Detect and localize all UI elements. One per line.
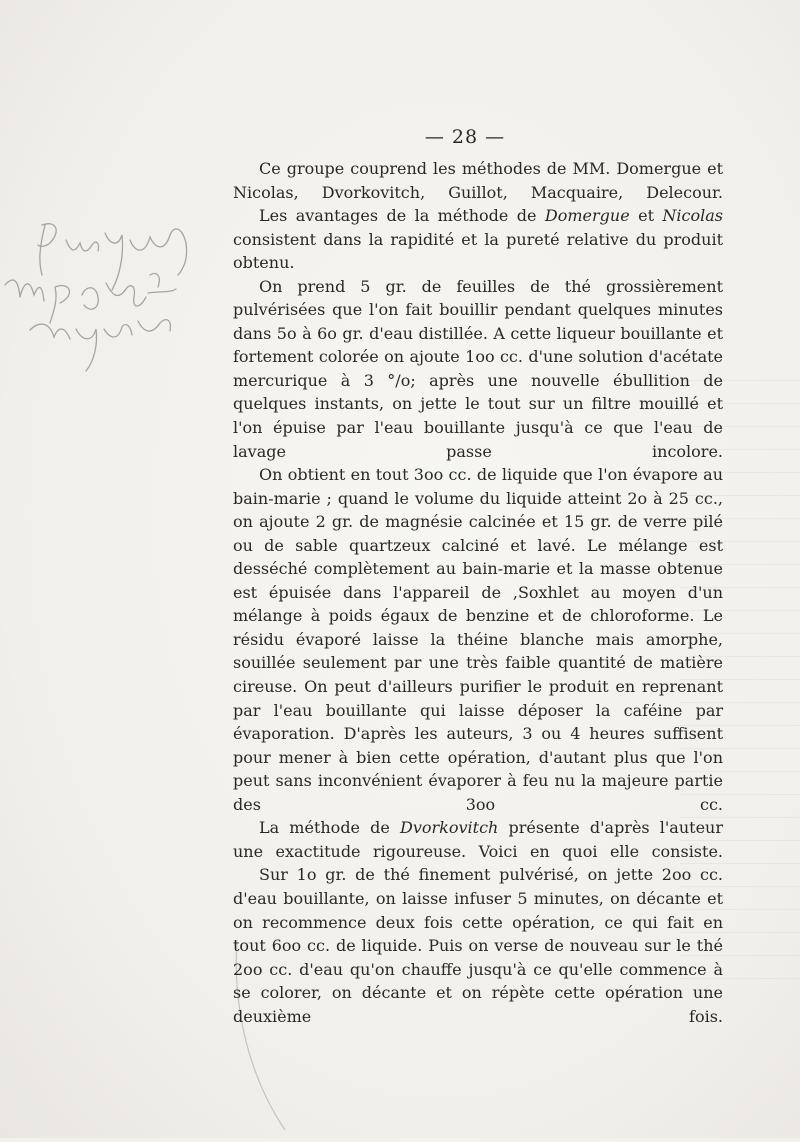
paragraph-6: Sur 1o gr. de thé finement pulvérisé, on jette 2oo cc. d'eau bouillante, on laisse infuser 5 minutes, on décante et on recommence deux fois cette opération, ce qui fait en tout 6oo cc. de liquide. Puis on verse de nouveau sur le thé 2oo cc. d'eau qu'on chauffe jusqu'à ce qu'elle commence à se colorer, on décante et on répète cette opération une deuxième fois. — [233, 865, 723, 1026]
body-text — [233, 157, 723, 1028]
paragraph-2-text-end: consistent dans la rapidité et la pureté relative du produit obtenu. — [233, 229, 723, 273]
paragraph-1: Ce groupe couprend les méthodes de MM. Domergue et Nicolas, Dvorkovitch, Guillot, Macquaire, Delecour. — [233, 159, 723, 202]
paragraph-5-text-end: présente d'après l'auteur une exactitude rigoureuse. Voici en quoi elle consiste. — [233, 818, 723, 861]
author-name-domergue: Domergue — [544, 206, 630, 226]
page-number: — 28 — — [424, 126, 506, 148]
handwritten-pencil-note — [0, 205, 220, 375]
paragraph-5-text-start: La méthode de — [259, 818, 401, 838]
paragraph-2-text-middle: et — [629, 206, 663, 226]
author-name-dvorkovitch: Dvorkovitch — [400, 818, 499, 838]
author-name-nicolas: Nicolas — [662, 206, 723, 226]
paragraph-5 — [233, 816, 723, 863]
paragraph-2 — [233, 204, 723, 275]
paragraph-2-text-start: Les avantages de la méthode de — [259, 206, 545, 226]
paragraph-3: On prend 5 gr. de feuilles de thé grossièrement pulvérisées que l'on fait bouillir pendant quelques minutes dans 5o à 6o gr. d'eau distillée. A cette liqueur bouillante et fortement colorée on ajoute 1oo cc. d'une solution d'acétate mercurique à 3 °/o; après une nouvelle ébullition de quelques instants, on jette le tout sur un filtre mouillé et l'on épuise par l'eau bouillante jusqu'à ce que l'eau de lavage passe incolore. — [233, 276, 723, 461]
paragraph-4: On obtient en tout 3oo cc. de liquide que l'on évapore au bain-marie ; quand le volume du liquide atteint 2o à 25 cc., on ajoute 2 gr. de magnésie calcinée et 15 gr. de verre pilé ou de sable quartzeux calciné et lavé. Le mélange est desséché complètement au bain-marie et la masse obtenue est épuisée dans l'appareil de ,Soxhlet au moyen d'un mélange à poids égaux de benzine et de chloroforme. Le résidu évaporé laisse la théine blanche mais amorphe, souillée seulement par une très faible quantité de matière cireuse. On peut d'ailleurs purifier le produit en reprenant par l'eau bouillante qui laisse déposer la caféine par évaporation. D'après les auteurs, 3 ou 4 heures suffisent pour mener à bien cette opération, d'autant plus que l'on peut sans inconvénient évaporer à feu nu la majeure partie des 3oo cc. — [233, 465, 723, 814]
